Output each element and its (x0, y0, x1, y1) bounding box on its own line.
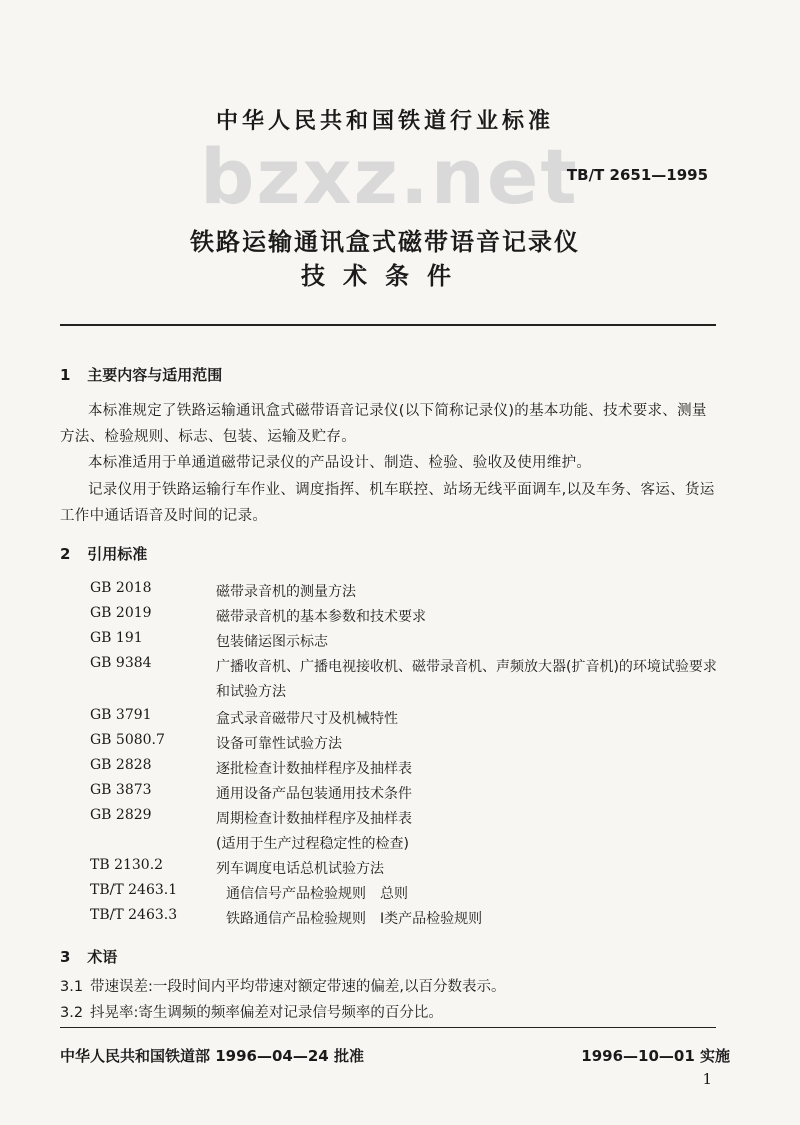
reference-code: GB 3873 (90, 782, 152, 798)
document-title: 铁路运输通讯盒式磁带语音记录仪 (190, 228, 580, 256)
document-subtitle: 技术条件 (301, 262, 469, 290)
reference-title: 包装储运图示标志 (216, 634, 328, 650)
reference-code: GB 3791 (90, 707, 152, 723)
reference-code: GB 9384 (90, 655, 152, 671)
reference-item (90, 757, 730, 782)
reference-item (90, 807, 730, 832)
header-rule (60, 324, 716, 326)
paragraph: 本标准规定了铁路运输通讯盒式磁带语音记录仪(以下简称记录仪)的基本功能、技术要求、测量方法、检验规则、标志、包装、运输及贮存。 (60, 403, 707, 445)
term-text: 带速误差:一段时间内平均带速对额定带速的偏差,以百分数表示。 (90, 979, 506, 995)
section-title: 引用标准 (87, 545, 148, 563)
term-number: 3.2 (60, 1005, 84, 1021)
reference-code: GB 5080.7 (90, 732, 165, 748)
reference-title: 周期检查计数抽样程序及抽样表 (216, 811, 412, 827)
paragraph: 本标准适用于单通道磁带记录仪的产品设计、制造、检验、验收及使用维护。 (88, 455, 592, 471)
reference-code: GB 2828 (90, 757, 152, 773)
section-3-heading (60, 946, 117, 967)
reference-title: (适用于生产过程稳定性的检查) (216, 836, 409, 852)
reference-title: 磁带录音机的基本参数和技术要求 (216, 609, 426, 625)
footer-rule (60, 1027, 716, 1028)
reference-item (90, 732, 730, 757)
section-number: 1 (60, 366, 71, 384)
section-2-heading (60, 543, 147, 564)
reference-item (90, 655, 730, 705)
reference-title: 盒式录音磁带尺寸及机械特性 (216, 711, 398, 727)
page-number: 1 (702, 1070, 712, 1088)
reference-title: 铁路通信产品检验规则 Ⅰ类产品检验规则 (226, 911, 483, 927)
term-text: 抖晃率:寄生调频的频率偏差对记录信号频率的百分比。 (90, 1005, 443, 1021)
implementation-date: 1996—10—01 实施 (581, 1047, 730, 1065)
reference-code: TB/T 2463.3 (90, 907, 178, 923)
reference-code: GB 191 (90, 630, 143, 646)
term-definition (60, 1001, 720, 1025)
reference-code: GB 2829 (90, 807, 152, 823)
reference-code: TB/T 2463.1 (90, 882, 178, 898)
reference-title: 通信信号产品检验规则 总则 (226, 886, 408, 902)
reference-item (90, 580, 730, 605)
term-number: 3.1 (60, 979, 84, 995)
reference-item (90, 782, 730, 807)
standard-number: TB/T 2651—1995 (566, 166, 708, 184)
reference-item (90, 832, 730, 857)
term-definition (60, 975, 720, 999)
issuing-organization: 中华人民共和国铁道行业标准 (215, 109, 554, 134)
reference-item (90, 630, 730, 655)
section-title: 术语 (87, 948, 118, 966)
reference-title: 逐批检查计数抽样程序及抽样表 (216, 761, 412, 777)
section-number: 2 (60, 545, 71, 563)
watermark: bzxz.net (200, 132, 579, 221)
reference-title: 广播收音机、广播电视接收机、磁带录音机、声频放大器(扩音机)的环境试验要求和试验方法 (216, 659, 717, 700)
section-number: 3 (60, 948, 71, 966)
reference-title: 磁带录音机的测量方法 (216, 584, 356, 600)
reference-code: GB 2018 (90, 580, 152, 596)
section-title: 主要内容与适用范围 (87, 366, 223, 384)
reference-item (90, 605, 730, 630)
reference-title: 列车调度电话总机试验方法 (216, 861, 384, 877)
reference-item (90, 857, 730, 882)
reference-item (90, 907, 730, 932)
approval-line: 中华人民共和国铁道部 1996—04—24 批准 (60, 1047, 364, 1065)
section-1-heading (60, 364, 222, 385)
reference-title: 设备可靠性试验方法 (216, 736, 342, 752)
reference-code: TB 2130.2 (90, 857, 164, 873)
paragraph: 记录仪用于铁路运输行车作业、调度指挥、机车联控、站场无线平面调车,以及车务、客运、货运工作中通话语音及时间的记录。 (60, 482, 715, 524)
reference-title: 通用设备产品包装通用技术条件 (216, 786, 412, 802)
reference-item (90, 707, 730, 732)
reference-item (90, 882, 730, 907)
reference-code: GB 2019 (90, 605, 152, 621)
